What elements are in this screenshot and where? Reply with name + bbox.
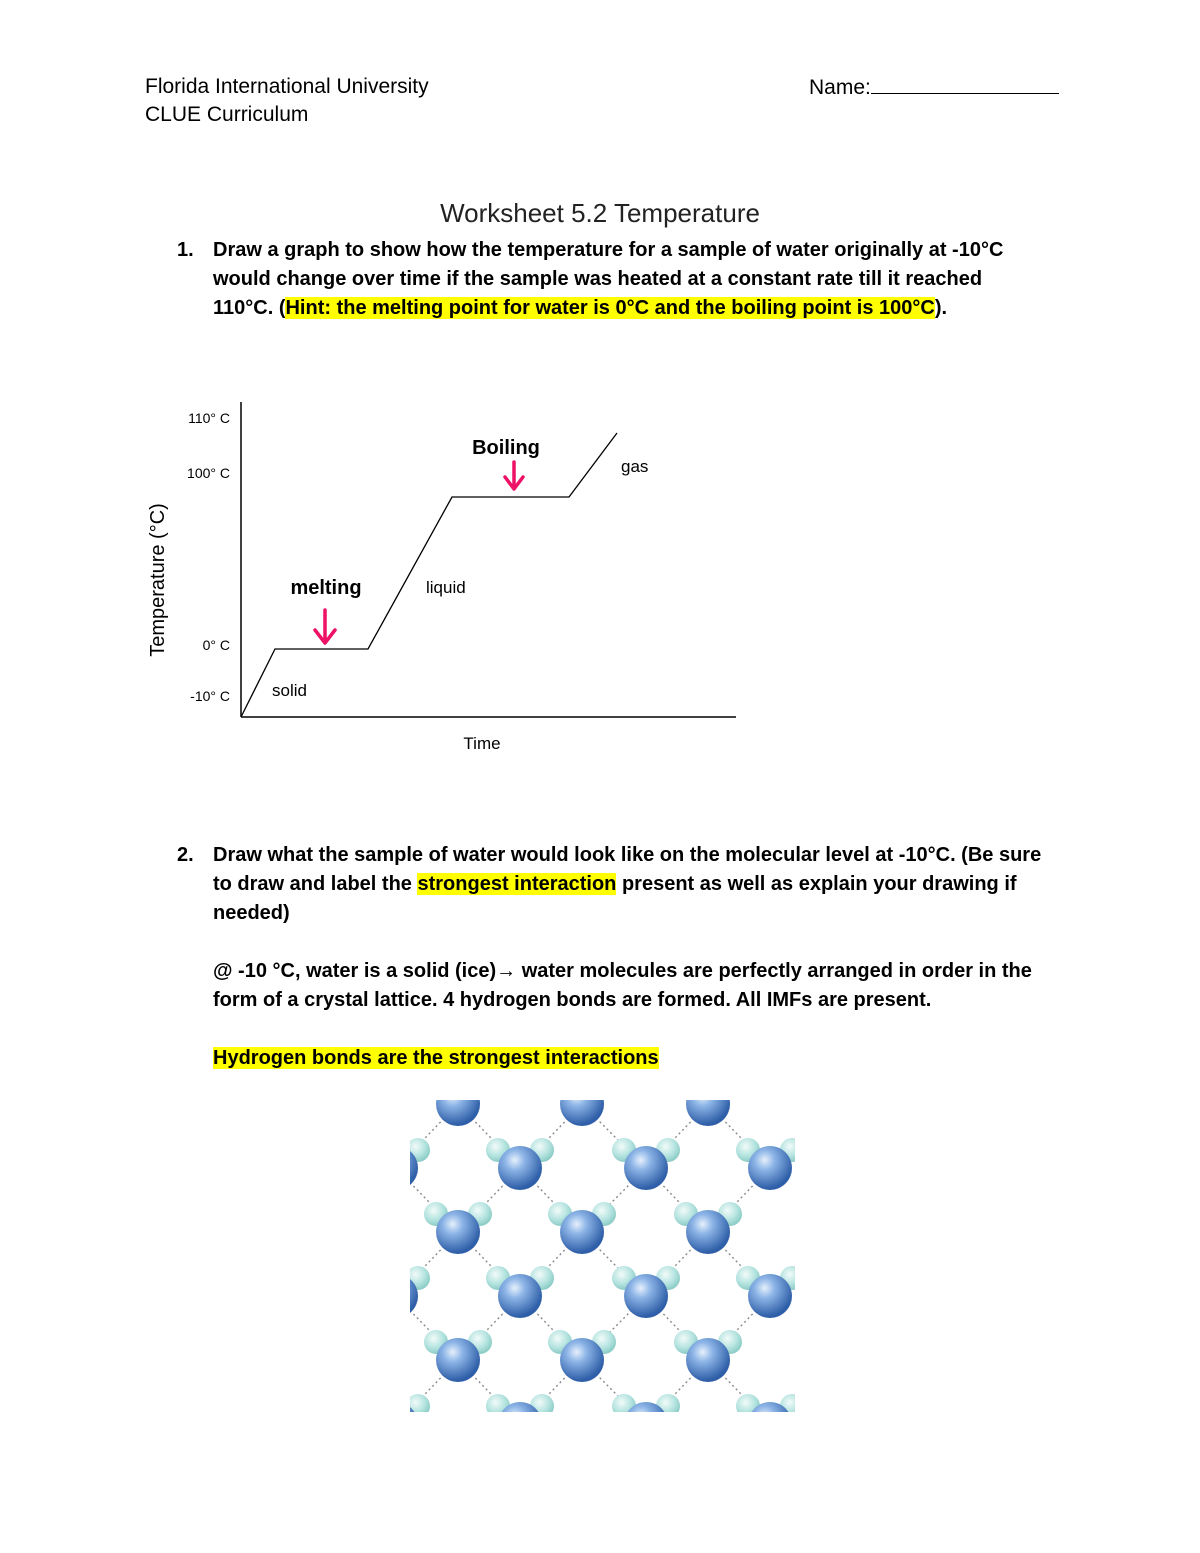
question-2-line-2-start: to draw and label the [213,873,418,895]
melting-label: melting [290,577,362,599]
water-molecule [410,1394,430,1412]
water-molecule [612,1138,680,1190]
question-1-hint: Hint: the melting point for water is 0°C and the boiling point is 100°C [285,297,935,319]
header-curriculum: CLUE Curriculum [145,103,309,126]
question-2-line-2 [213,870,1097,899]
heating-curve-line [241,433,617,717]
water-molecule [548,1202,616,1254]
water-molecule [424,1330,492,1382]
question-2-number: 2. [177,844,194,866]
water-molecule [424,1202,492,1254]
question-2 [177,841,1097,1073]
oxygen-atom [560,1338,604,1382]
y-tick-labels [187,410,230,704]
water-molecule [612,1266,680,1318]
water-molecule [486,1394,554,1412]
oxygen-atom [686,1210,730,1254]
question-1-line-3-end: ). [934,297,948,319]
oxygen-atom [748,1274,792,1318]
water-molecule [674,1330,742,1382]
page-title: Worksheet 5.2 Temperature [440,198,760,228]
oxygen-atom [560,1210,604,1254]
oxygen-atom [686,1100,730,1126]
oxygen-atom [436,1100,480,1126]
oxygen-atom [748,1146,792,1190]
water-molecule [736,1138,795,1190]
question-2-line-1: Draw what the sample of water would look like on the molecular level at -10°C. (Be sure [213,844,1042,866]
water-molecule [736,1266,795,1318]
y-tick-label: 100° C [187,465,230,481]
water-molecule [548,1100,616,1126]
oxygen-atom [498,1146,542,1190]
oxygen-atom [560,1100,604,1126]
answer-line-1: @ -10 °C, water is a solid (ice)→ water molecules are perfectly arranged in order in the [213,960,1032,982]
question-2-line-3: needed) [213,902,290,924]
y-tick-label: 110° C [188,410,230,426]
solid-label: solid [272,681,307,700]
y-tick-label: -10° C [190,688,230,704]
y-axis-label: Temperature (°C) [147,503,169,657]
oxygen-atom [436,1338,480,1382]
melting-arrow-icon [315,610,335,643]
oxygen-atom [624,1146,668,1190]
water-molecules [410,1100,795,1412]
question-1-line-3-start: 110°C. ( [213,297,286,319]
hydrogen-atom [410,1394,430,1412]
water-molecule [548,1330,616,1382]
water-molecule [410,1138,430,1190]
y-tick-label: 0° C [202,637,230,653]
gas-label: gas [621,457,649,476]
water-molecule [424,1100,492,1126]
water-molecule [612,1394,680,1412]
oxygen-atom [686,1338,730,1382]
oxygen-atom [498,1274,542,1318]
answer-line-2: form of a crystal lattice. 4 hydrogen bonds are formed. All IMFs are present. [213,989,932,1011]
water-molecule [674,1100,742,1126]
answer-highlight: Hydrogen bonds are the strongest interactions [213,1047,659,1069]
ice-lattice-image [410,1100,795,1412]
boiling-label: Boiling [472,437,540,459]
boiling-arrow-icon [505,462,523,489]
water-molecule [410,1266,430,1318]
oxygen-atom [624,1274,668,1318]
name-label: Name: [809,76,871,99]
water-molecule [674,1202,742,1254]
water-molecule [736,1394,795,1412]
liquid-label: liquid [426,578,466,597]
oxygen-atom [436,1210,480,1254]
x-axis-label: Time [463,734,501,753]
question-1-number: 1. [177,239,194,261]
question-1-line-1: Draw a graph to show how the temperature for a sample of water originally at -10°C [213,239,1004,261]
question-1-line-2: would change over time if the sample was heated at a constant rate till it reached [213,268,983,290]
strongest-interaction-highlight: strongest interaction [417,873,617,895]
water-molecule [486,1138,554,1190]
water-molecule [486,1266,554,1318]
header-university: Florida International University [145,75,429,98]
question-2-line-2-end: present as well as explain your drawing if [616,873,1017,895]
